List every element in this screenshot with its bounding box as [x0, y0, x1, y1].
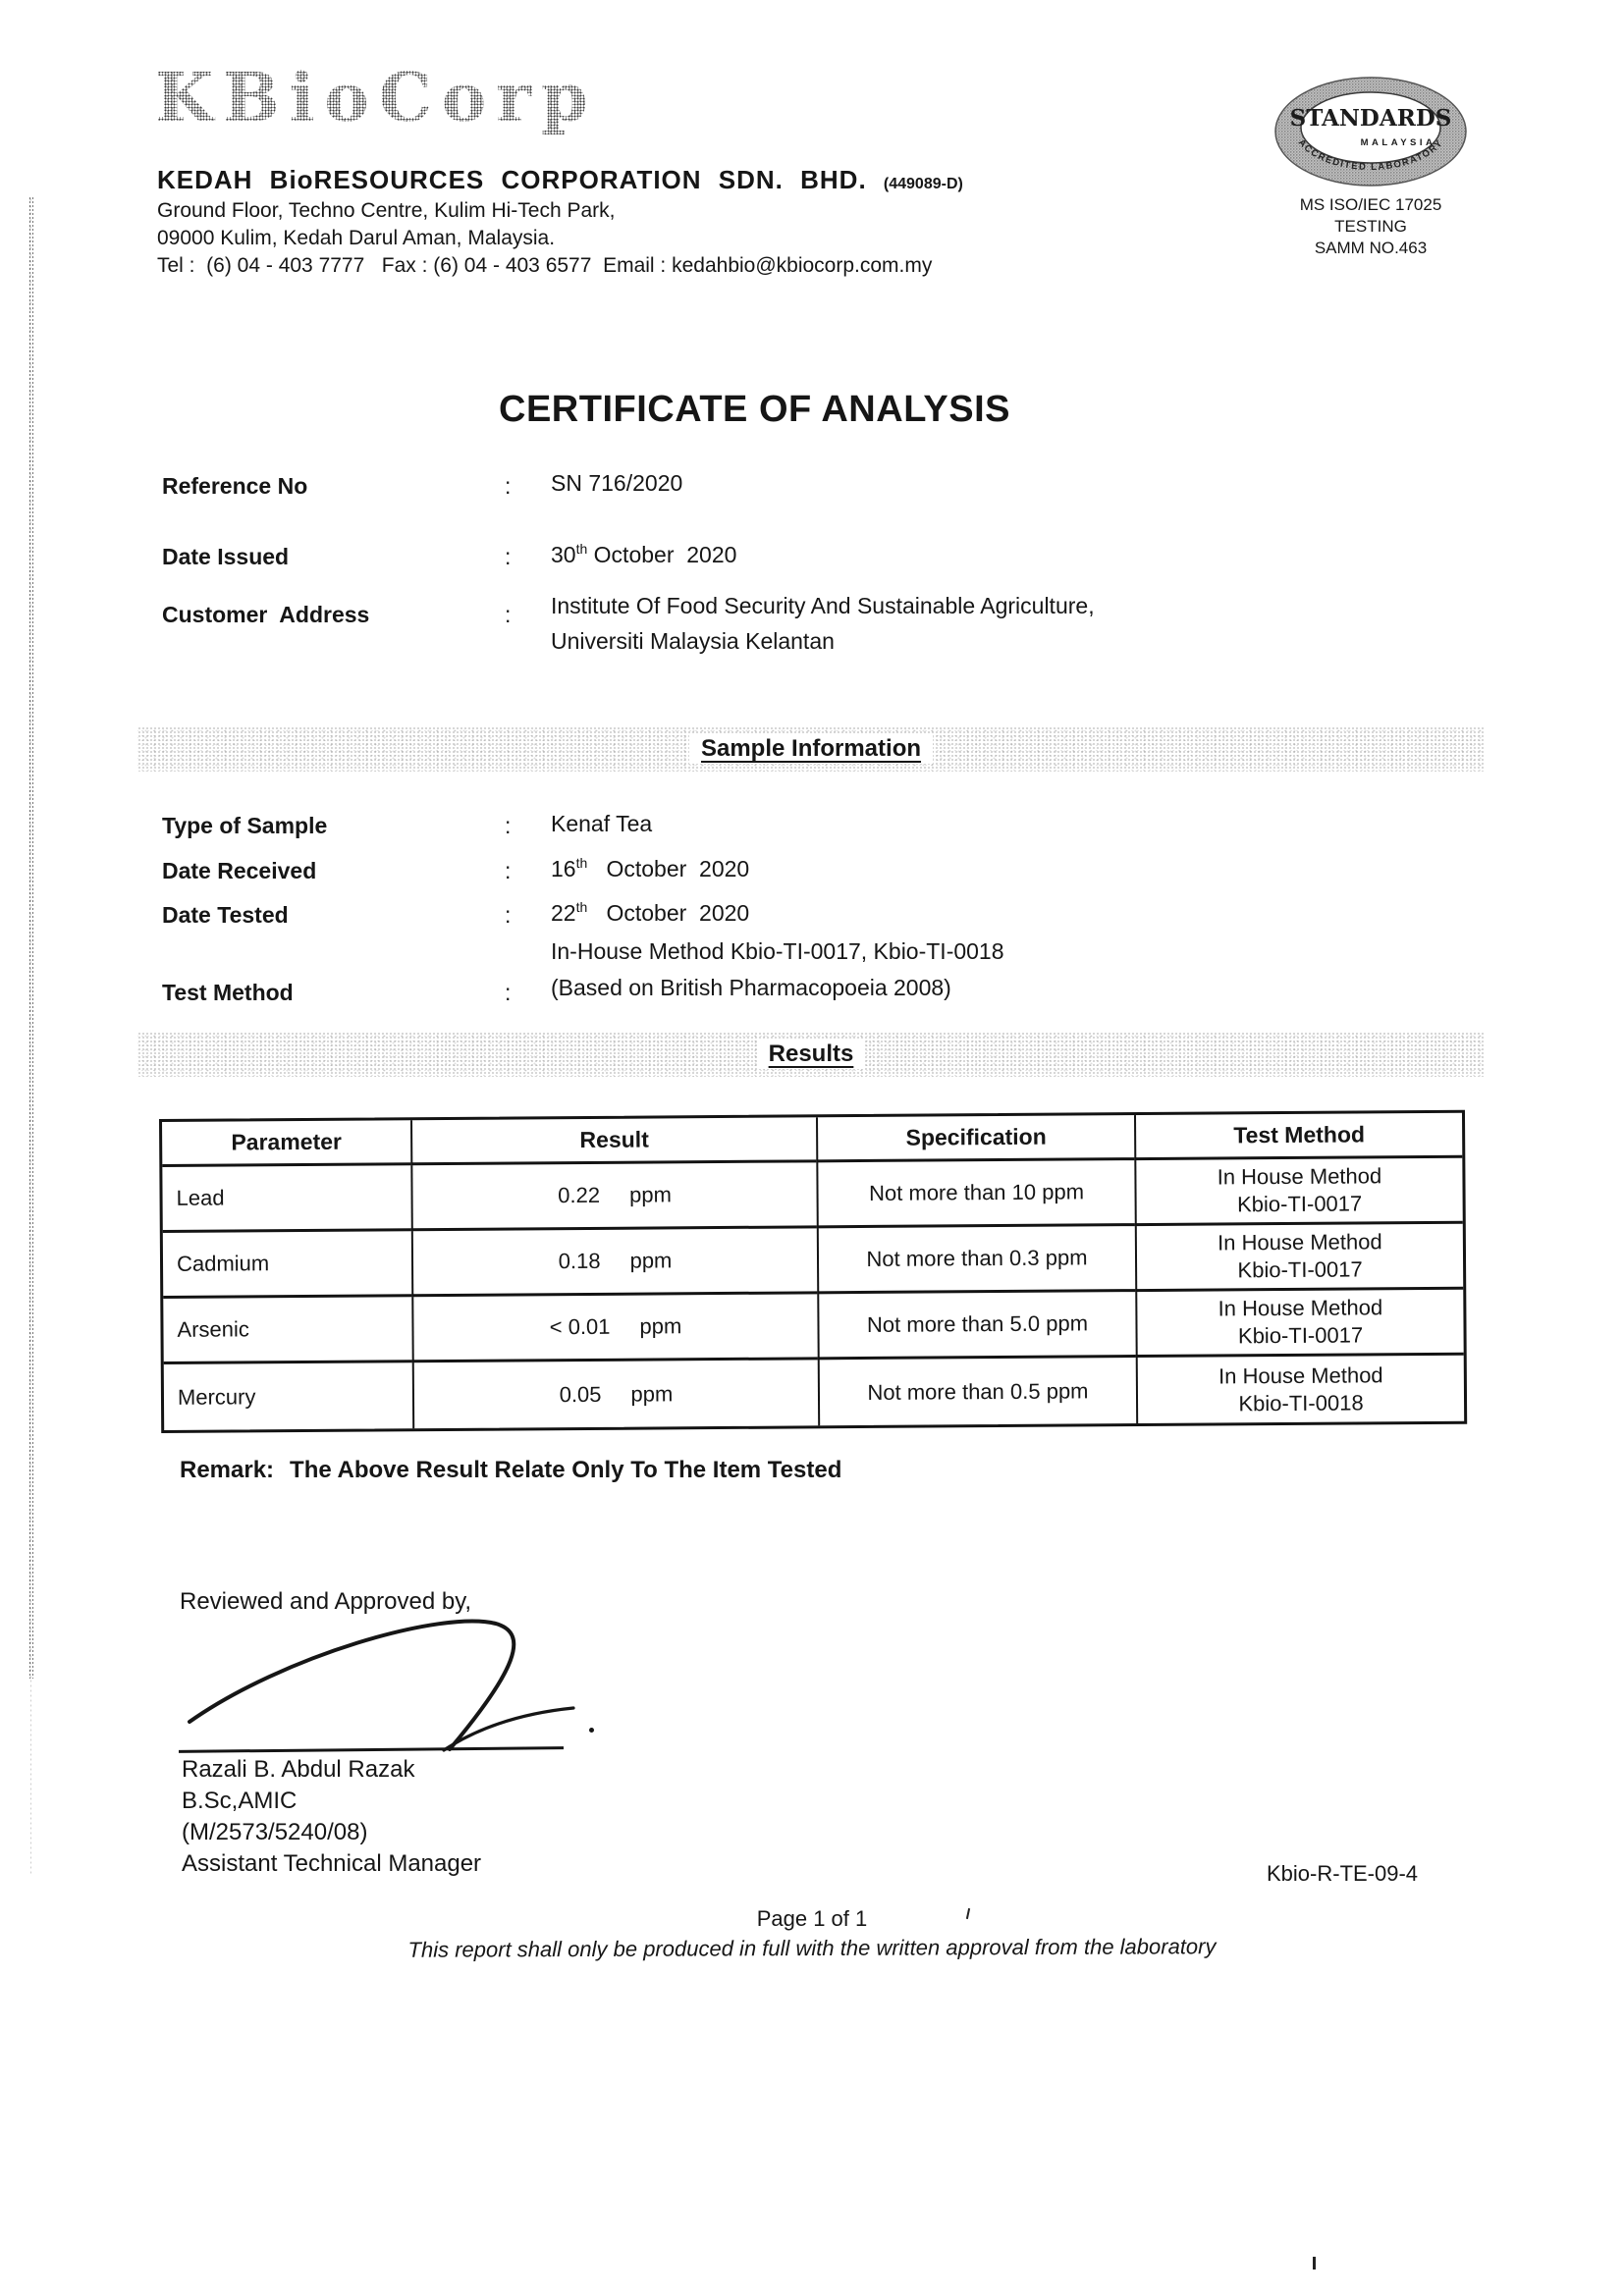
date-received-ordinal: th — [575, 855, 588, 871]
results-table — [159, 1110, 1467, 1433]
reference-no-colon: : — [505, 473, 512, 499]
seal-caption-samm-no: SAMM NO.463 — [1314, 239, 1428, 257]
results-title: Results — [768, 1041, 854, 1067]
result-value: 0.05 — [559, 1381, 602, 1407]
signature-ink-dot — [589, 1728, 594, 1733]
result-value: 0.18 — [558, 1248, 601, 1274]
signatory-registration: (M/2573/5240/08) — [182, 1819, 368, 1845]
table-row-result — [411, 1228, 817, 1297]
date-tested-month-year: October 2020 — [587, 900, 750, 926]
sample-information-banner-inner — [689, 734, 933, 764]
method-line2: Kbio-TI-0018 — [1238, 1389, 1364, 1415]
test-method-value-line2: (Based on British Pharmacopoeia 2008) — [551, 975, 951, 1000]
scan-edge-artifact-lower — [29, 1679, 33, 1875]
remark-text: The Above Result Relate Only To The Item Tested — [290, 1457, 842, 1483]
date-tested-value — [551, 899, 749, 927]
table-row-result — [412, 1360, 818, 1428]
table-row-specification: Not more than 5.0 ppm — [817, 1292, 1135, 1360]
seal-caption-testing: TESTING — [1334, 217, 1407, 236]
table-row-test-method — [1136, 1356, 1464, 1423]
reviewed-approved-label: Reviewed and Approved by, — [180, 1588, 472, 1615]
seal-accredited-laboratory-text: ACCREDITED LABORATORY — [1295, 137, 1446, 174]
seal-standards-text: STANDARDS — [1289, 105, 1452, 132]
remark-line — [180, 1457, 841, 1484]
result-unit: ppm — [630, 1380, 674, 1407]
method-line1: In House Method — [1218, 1362, 1383, 1388]
type-of-sample-label: Type of Sample — [162, 813, 328, 838]
test-method-label: Test Method — [162, 980, 294, 1005]
date-issued-month-year: October 2020 — [587, 542, 737, 567]
method-line2: Kbio-TI-0017 — [1237, 1256, 1363, 1283]
company-contact-line: Tel : (6) 04 - 403 7777 Fax : (6) 04 - 403 6577 Email : kedahbio@kbiocorp.com.my — [157, 254, 933, 277]
signatory-name: Razali B. Abdul Razak — [182, 1756, 415, 1783]
company-registration-number: (449089-D) — [883, 176, 963, 192]
scan-speck-bottom — [1313, 2257, 1316, 2269]
sample-information-banner — [137, 726, 1485, 772]
company-name-text: KEDAH BioRESOURCES CORPORATION SDN. BHD. — [157, 165, 884, 194]
footer-note: This report shall only be produced in full with the written approval from the laboratory — [407, 1934, 1217, 1962]
date-issued-value — [551, 541, 736, 568]
method-line2: Kbio-TI-0017 — [1236, 1191, 1363, 1217]
test-method-colon: : — [505, 980, 512, 1005]
test-method-value-line1: In-House Method Kbio-TI-0017, Kbio-TI-0018 — [551, 938, 1004, 964]
company-address-line1: Ground Floor, Techno Centre, Kulim Hi-Tech Park, — [157, 199, 616, 222]
table-row-test-method — [1134, 1158, 1462, 1226]
table-row-result — [411, 1294, 817, 1362]
results-banner — [137, 1032, 1485, 1077]
type-of-sample-colon: : — [505, 813, 512, 838]
sample-information-title: Sample Information — [700, 735, 922, 762]
date-tested-colon: : — [505, 902, 512, 928]
table-row-specification: Not more than 0.5 ppm — [818, 1358, 1136, 1425]
seal-caption — [1257, 194, 1485, 259]
date-received-label: Date Received — [162, 858, 317, 883]
customer-address-line2: Universiti Malaysia Kelantan — [551, 628, 835, 654]
date-issued-colon: : — [505, 544, 512, 569]
remark-label: Remark: — [180, 1457, 275, 1483]
signature-icon — [175, 1602, 626, 1759]
customer-address-colon: : — [505, 602, 512, 627]
company-logo: KBioCorp — [155, 59, 598, 137]
type-of-sample-value: Kenaf Tea — [551, 811, 653, 836]
date-tested-day: 22 — [551, 900, 576, 926]
customer-address-label: Customer Address — [162, 602, 370, 627]
results-banner-inner — [757, 1040, 866, 1069]
customer-address-line1: Institute Of Food Security And Sustainable Agriculture, — [551, 593, 1095, 618]
table-row-result — [410, 1162, 816, 1231]
document-code: Kbio-R-TE-09-4 — [1267, 1861, 1419, 1886]
reference-no-value: SN 716/2020 — [551, 470, 683, 496]
method-line2: Kbio-TI-0017 — [1237, 1322, 1364, 1349]
result-unit: ppm — [628, 1182, 672, 1207]
company-address-line2: 09000 Kulim, Kedah Darul Aman, Malaysia. — [157, 227, 556, 249]
date-tested-label: Date Tested — [162, 902, 289, 928]
signatory-qualification: B.Sc,AMIC — [182, 1788, 298, 1814]
date-tested-ordinal: th — [575, 899, 588, 915]
date-received-day: 16 — [551, 856, 576, 881]
table-row-parameter: Mercury — [177, 1383, 256, 1410]
table-row-parameter: Lead — [162, 1165, 410, 1233]
date-issued-label: Date Issued — [162, 544, 290, 569]
result-value: 0.22 — [558, 1182, 601, 1208]
table-row-parameter: Arsenic — [163, 1297, 411, 1364]
table-row-parameter: Cadmium — [163, 1231, 411, 1299]
table-header-parameter: Parameter — [162, 1120, 410, 1167]
table-row-specification: Not more than 0.3 ppm — [817, 1226, 1135, 1294]
method-line1: In House Method — [1218, 1229, 1382, 1255]
date-received-month-year: October 2020 — [587, 856, 750, 881]
page-number: Page 1 of 1 — [756, 1906, 868, 1931]
company-name — [157, 165, 963, 195]
table-header-result: Result — [410, 1117, 816, 1165]
method-line1: In House Method — [1217, 1163, 1382, 1190]
date-received-value — [551, 855, 749, 882]
signatory-position: Assistant Technical Manager — [182, 1850, 482, 1877]
table-row-test-method — [1135, 1224, 1463, 1292]
scan-edge-artifact — [28, 196, 33, 1679]
table-row-specification: Not more than 10 ppm — [816, 1160, 1134, 1228]
result-unit: ppm — [639, 1313, 682, 1339]
document-title: CERTIFICATE OF ANALYSIS — [499, 389, 1011, 430]
result-unit: ppm — [629, 1248, 673, 1273]
standards-malaysia-seal-icon — [1272, 75, 1469, 190]
result-value: < 0.01 — [549, 1313, 611, 1340]
method-line1: In House Method — [1218, 1295, 1383, 1321]
date-issued-day: 30 — [551, 542, 576, 567]
date-received-colon: : — [505, 858, 512, 883]
table-row-test-method — [1135, 1290, 1463, 1358]
seal-caption-standard: MS ISO/IEC 17025 — [1299, 195, 1442, 214]
seal-malaysia-text: MALAYSIA — [1360, 137, 1436, 148]
date-issued-ordinal: th — [575, 541, 588, 557]
reference-no-label: Reference No — [162, 473, 308, 499]
table-header-test-method: Test Method — [1134, 1113, 1462, 1160]
table-header-specification: Specification — [816, 1115, 1134, 1162]
